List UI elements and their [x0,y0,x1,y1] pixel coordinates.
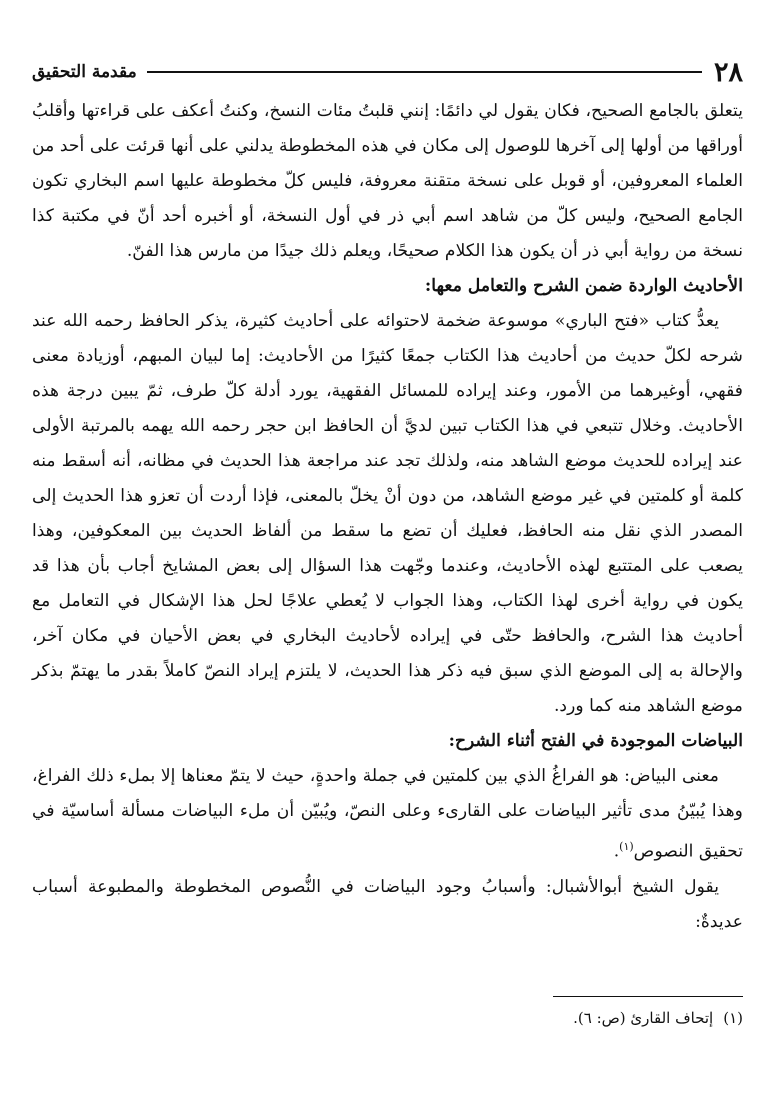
paragraph-2: يعدُّ كتاب «فتح الباري» موسوعة ضخمة لاحتوائه على أحاديث كثيرة، يذكر الحافظ رحمه الله عند شرحه لكلّ حديث من أحاديث هذا الكتاب جمعًا كثيرًا من الأحاديث: إما لبيان المبهم، أوزيادة معنى فقهي، أوغيرهما من الأمور، وعند إيراده للمسائل الفقهية، يورد أدلة كلّ طرف، ثمّ يبين درجة هذه الأحاديث. وخلال تتبعي في هذا الكتاب تبين لديَّ أن الحافظ ابن حجر رحمه الله يهمه بالمرتبة الأولى عند إيراده للحديث موضع الشاهد منه، ولذلك تجد عند مراجعة هذا الحديث في مظانه، أنه أسقط منه كلمة أو كلمتين في غير موضع الشاهد، من دون أنْ يخلّ بالمعنى، فإذا أردت أن تعزو هذا الحديث إلى المصدر الذي نقل منه الحافظ، فعليك أن تضع ما سقط من ألفاظ الحديث بين المعكوفين، وهذا يصعب على المتتبع لهذه الأحاديث، وعندما وجّهت هذا السؤال إلى بعض المشايخ أجاب بأن هذا قد يكون في رواية أخرى لهذا الكتاب، وهذا الجواب لا يُعطي علاجًا لحل هذا الإشكال في التعامل مع أحاديث هذا الشرح، والحافظ حتّى في إيراده لأحاديث البخاري في بعض الأحيان في مكان آخر، والإحالة به إلى الموضع الذي سبق فيه ذكر هذا الحديث، لا يلتزم إيراد النصّ كاملاً بقدر ما يهتمّ بذكر موضع الشاهد منه كما ورد. [32,311,743,716]
document-page [32,50,743,940]
section-heading-hadiths: الأحاديث الواردة ضمن الشرح والتعامل معها: [424,276,743,296]
paragraph-3-text: معنى البياض: هو الفراغُ الذي بين كلمتين في جملة واحدةٍ، حيث لا يتمّ معناها إلا بملء ذلك الفراغ، وهذا يُبيّنُ مدى تأثير البياضات على القارىء وعلى النصّ، ويُبيّن أن ملء البياضات مسألة أساسيّة في تحقيق النصوص [32,766,743,862]
section-heading-blanks: البياضات الموجودة في الفتح أثناء الشرح: [448,731,743,751]
paragraph-4: يقول الشيخ أبوالأشبال: وأسبابُ وجود البياضات في النُّصوص المخطوطة والمطبوعة أسباب عديدةٌ: [32,876,743,932]
body-text [32,94,743,940]
page-number: ٢٨ [713,56,743,88]
footnote-text: إتحاف القارئ (ص: ٦). [573,1009,714,1027]
paragraph-1: يتعلق بالجامع الصحيح، فكان يقول لي دائمًا: إنني قلبتُ مئات النسخ، وكنتُ أعكف على قراءتها وأقلبُ أوراقها من أولها إلى آخرها للوصول إلى مكان في هذه المخطوطة يدلني على أنها قرئت على أحد من العلماء المعروفين، أو قوبل على نسخة متقنة معروفة، فليس كلّ مخطوطة عليها اسم البخاري تكون الجامع الصحيح، وليس كلّ من شاهد اسم أبي ذر في أول النسخة، أو أخبره أحد أنّ في مكتبة كذا نسخة من رواية أبي ذر أن يكون هذا الكلام صحيحًا، ويعلم ذلك جيدًا من مارس هذا الفنّ. [32,101,743,261]
header-rule [147,71,702,73]
running-title: مقدمة التحقيق [32,62,137,82]
paragraph-3 [32,759,743,870]
page-header [32,50,743,94]
footnote-reference[interactable]: (١) [619,840,634,853]
footnote [573,1006,743,1030]
footnote-rule [553,996,743,997]
paragraph-3-end: . [613,841,620,862]
footnote-number: (١) [723,1009,743,1027]
